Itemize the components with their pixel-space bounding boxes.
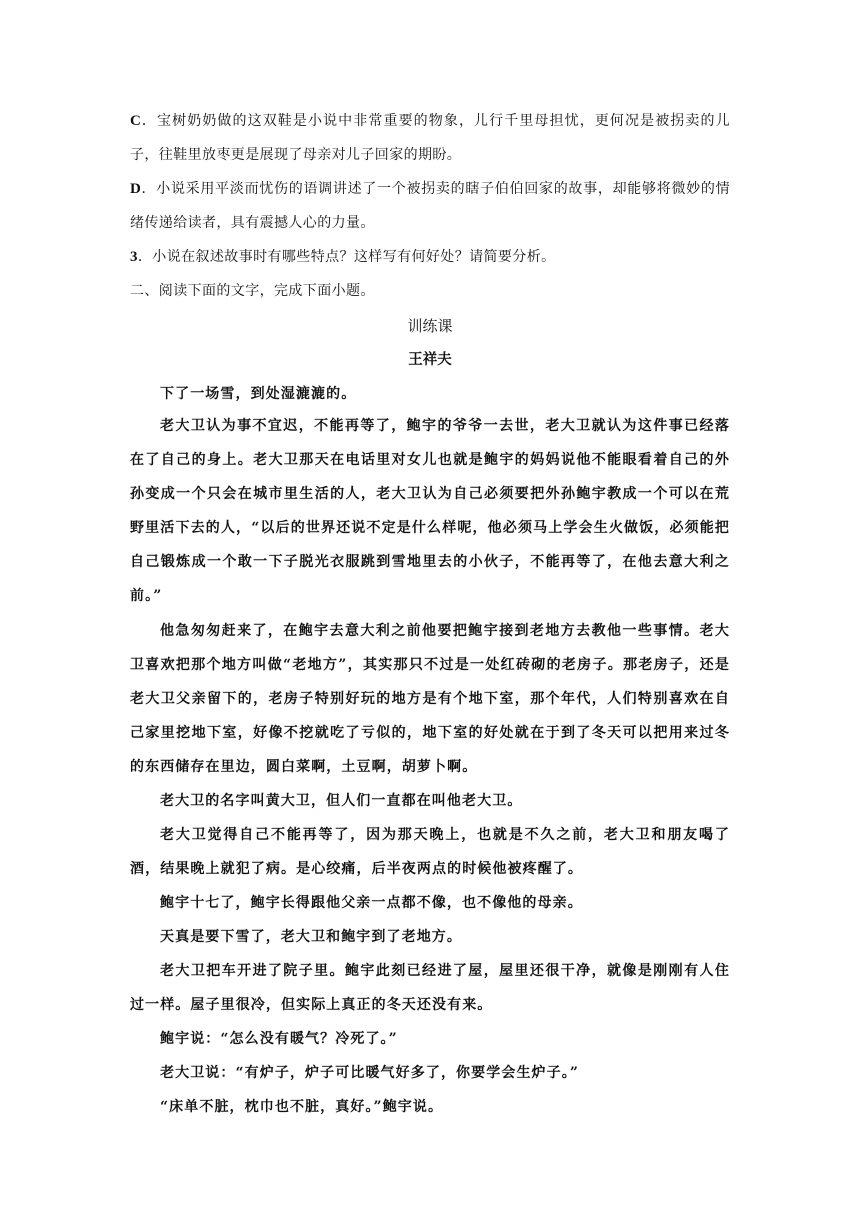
story-paragraph-9: 鲍宇说：“怎么没有暖气？冷死了。” bbox=[160, 1031, 398, 1047]
story-paragraph-8: 老大卫把车开进了院子里。鲍宇此刻已经进了屋，屋里还很干净，就像是刚刚有人住过一样。屋子里很冷，但实际上真正的冬天还没有来。 bbox=[130, 963, 730, 1013]
story-author: 王祥夫 bbox=[408, 351, 452, 368]
question-3-number: 3 bbox=[130, 249, 138, 265]
option-d-letter: D bbox=[130, 181, 142, 197]
option-d-text: ．小说采用平淡而忧伤的语调讲述了一个被拐卖的瞎子伯伯回家的故事，却能够将微妙的情绪传递给读者，具有震撼人心的力量。 bbox=[130, 181, 730, 231]
story-paragraph-3: 他急匆匆赶来了，在鲍宇去意大利之前他要把鲍宇接到老地方去教他一些事情。老大卫喜欢把那个地方叫做“老地方”，其实那只不过是一处红砖砌的老房子。那老房子，还是老大卫父亲留下的，老房子特别好玩的地方是有个地下室，那个年代，人们特别喜欢在自己家里挖地下室，好像不挖就吃了亏似的，地下室的好处就在于到了冬天可以把用来过冬的东西储存在里边，圆白菜啊，土豆啊，胡萝卜啊。 bbox=[130, 623, 730, 775]
option-c bbox=[130, 104, 730, 172]
story-paragraph-5: 老大卫觉得自己不能再等了，因为那天晚上，也就是不久之前，老大卫和朋友喝了酒，结果晚上就犯了病。是心绞痛，后半夜两点的时候他被疼醒了。 bbox=[130, 827, 730, 877]
story-title: 训练课 bbox=[407, 317, 453, 335]
option-c-letter: C bbox=[130, 113, 142, 129]
option-d bbox=[130, 172, 730, 240]
story-paragraph-4: 老大卫的名字叫黄大卫，但人们一直都在叫他老大卫。 bbox=[160, 793, 523, 809]
option-c-text: ．宝树奶奶做的这双鞋是小说中非常重要的物象，儿行千里母担忧，更何况是被拐卖的儿子，往鞋里放枣更是展现了母亲对儿子回家的期盼。 bbox=[130, 113, 730, 163]
story-paragraph-6: 鲍宇十七了，鲍宇长得跟他父亲一点都不像，也不像他的母亲。 bbox=[160, 895, 583, 911]
section-2-heading: 二、阅读下面的文字，完成下面小题。 bbox=[130, 283, 375, 299]
question-3 bbox=[130, 240, 730, 274]
story-paragraph-1: 下了一场雪，到处湿漉漉的。 bbox=[160, 386, 357, 402]
story-paragraph-11: “床单不脏，枕巾也不脏，真好。”鲍宇说。 bbox=[160, 1099, 444, 1115]
story-paragraph-10: 老大卫说：“有炉子，炉子可比暖气好多了，你要学会生炉子。” bbox=[160, 1065, 580, 1081]
story-paragraph-7: 天真是要下雪了，老大卫和鲍宇到了老地方。 bbox=[160, 929, 462, 945]
question-3-text: ．小说在叙述故事时有哪些特点？这样写有何好处？请简要分析。 bbox=[137, 249, 556, 265]
story-paragraph-2: 老大卫认为事不宜迟，不能再等了，鲍宇的爷爷一去世，老大卫就认为这件事已经落在了自己的身上。老大卫那天在电话里对女儿也就是鲍宇的妈妈说他不能眼看着自己的外孙变成一个只会在城市里生活的人，老大卫认为自己必须要把外孙鲍宇教成一个可以在荒野里活下去的人，“以后的世界还说不定是什么样呢，他必须马上学会生火做饭，必须能把自己锻炼成一个敢一下子脱光衣服跳到雪地里去的小伙子，不能再等了，在他去意大利之前。” bbox=[130, 418, 730, 604]
